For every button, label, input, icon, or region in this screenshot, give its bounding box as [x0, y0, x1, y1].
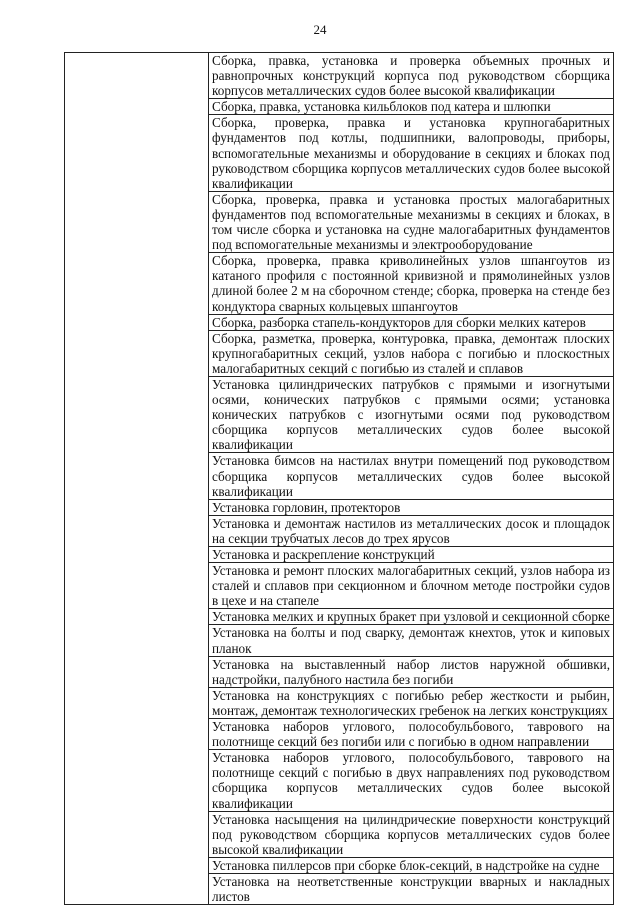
work-description-cell: Установка цилиндрических патрубков с прямыми и изогнутыми осями, конических патрубков с прямыми осями; установка конических патрубков с изогнутыми осями под руководством сборщика корпусов металлических судов более высокой квалификации	[209, 376, 614, 452]
work-description-cell: Установка на выставленный набор листов наружной обшивки, надстройки, палубного настила без погиби	[209, 656, 614, 687]
work-description-cell: Установка на неответственные конструкции вварных и накладных листов	[209, 873, 614, 904]
work-description-cell: Сборка, правка, установка и проверка объемных прочных и равнопрочных конструкций корпуса под руководством сборщика корпусов металлических судов более высокой квалификации	[209, 53, 614, 99]
work-description-cell: Установка на болты и под сварку, демонтаж кнехтов, уток и киповых планок	[209, 625, 614, 656]
work-description-cell: Сборка, проверка, правка и установка крупногабаритных фундаментов под котлы, подшипники, валопроводы, приборы, вспомогательные механизмы и оборудование в секциях и блоках под руководством сборщика корпусов металлических судов более высокой квалификации	[209, 115, 614, 191]
work-description-cell: Установка на конструкциях с погибью ребер жесткости и рыбин, монтаж, демонтаж технологических гребенок на легких конструкциях	[209, 687, 614, 718]
work-table	[64, 52, 614, 905]
work-description-cell: Установка насыщения на цилиндрические поверхности конструкций под руководством сборщика корпусов металлических судов более высокой квалификации	[209, 811, 614, 857]
work-description-cell: Установка и раскрепление конструкций	[209, 547, 614, 563]
work-description-cell: Сборка, разборка стапель-кондукторов для сборки мелких катеров	[209, 314, 614, 330]
table-row	[65, 53, 614, 99]
work-description-cell: Сборка, проверка, правка и установка простых малогабаритных фундаментов под вспомогательные механизмы в секциях и блоках, в том числе сборка и установка на судне малогабаритных фундаментов под вспомогательные механизмы и электрооборудование	[209, 191, 614, 252]
page-number: 24	[313, 22, 327, 37]
work-description-cell: Установка бимсов на настилах внутри помещений под руководством сборщика корпусов металлических судов более высокой квалификации	[209, 453, 614, 499]
work-description-cell: Установка наборов углового, полособульбового, таврового на полотнище секций с погибью в двух направлениях под руководством сборщика корпусов металлических судов более высокой квалификации	[209, 750, 614, 811]
work-description-cell: Установка и демонтаж настилов из металлических досок и площадок на секции трубчатых лесов до трех ярусов	[209, 515, 614, 546]
work-description-cell: Установка пиллерсов при сборке блок-секций, в надстройке на судне	[209, 857, 614, 873]
label-column-cell	[65, 53, 209, 905]
work-description-cell: Сборка, разметка, проверка, контуровка, правка, демонтаж плоских крупногабаритных секций, узлов набора с погибью и плоскостных малогабаритных секций с погибью из сталей и сплавов	[209, 330, 614, 376]
work-description-cell: Сборка, правка, установка кильблоков под катера и шлюпки	[209, 99, 614, 115]
work-description-cell: Установка горловин, протекторов	[209, 499, 614, 515]
work-description-cell: Установка наборов углового, полособульбового, таврового на полотнище секций без погиби или с погибью в одном направлении	[209, 719, 614, 750]
work-description-cell: Сборка, проверка, правка криволинейных узлов шпангоутов из катаного профиля с постоянной кривизной и прямолинейных узлов длиной более 2 м на сборочном стенде; сборка, проверка на стенде без кондуктора сварных кольцевых шпангоутов	[209, 253, 614, 314]
work-description-cell: Установка мелких и крупных бракет при узловой и секционной сборке	[209, 609, 614, 625]
work-description-cell: Установка и ремонт плоских малогабаритных секций, узлов набора из сталей и сплавов при секционном и блочном методе постройки судов в цехе и на стапеле	[209, 563, 614, 609]
